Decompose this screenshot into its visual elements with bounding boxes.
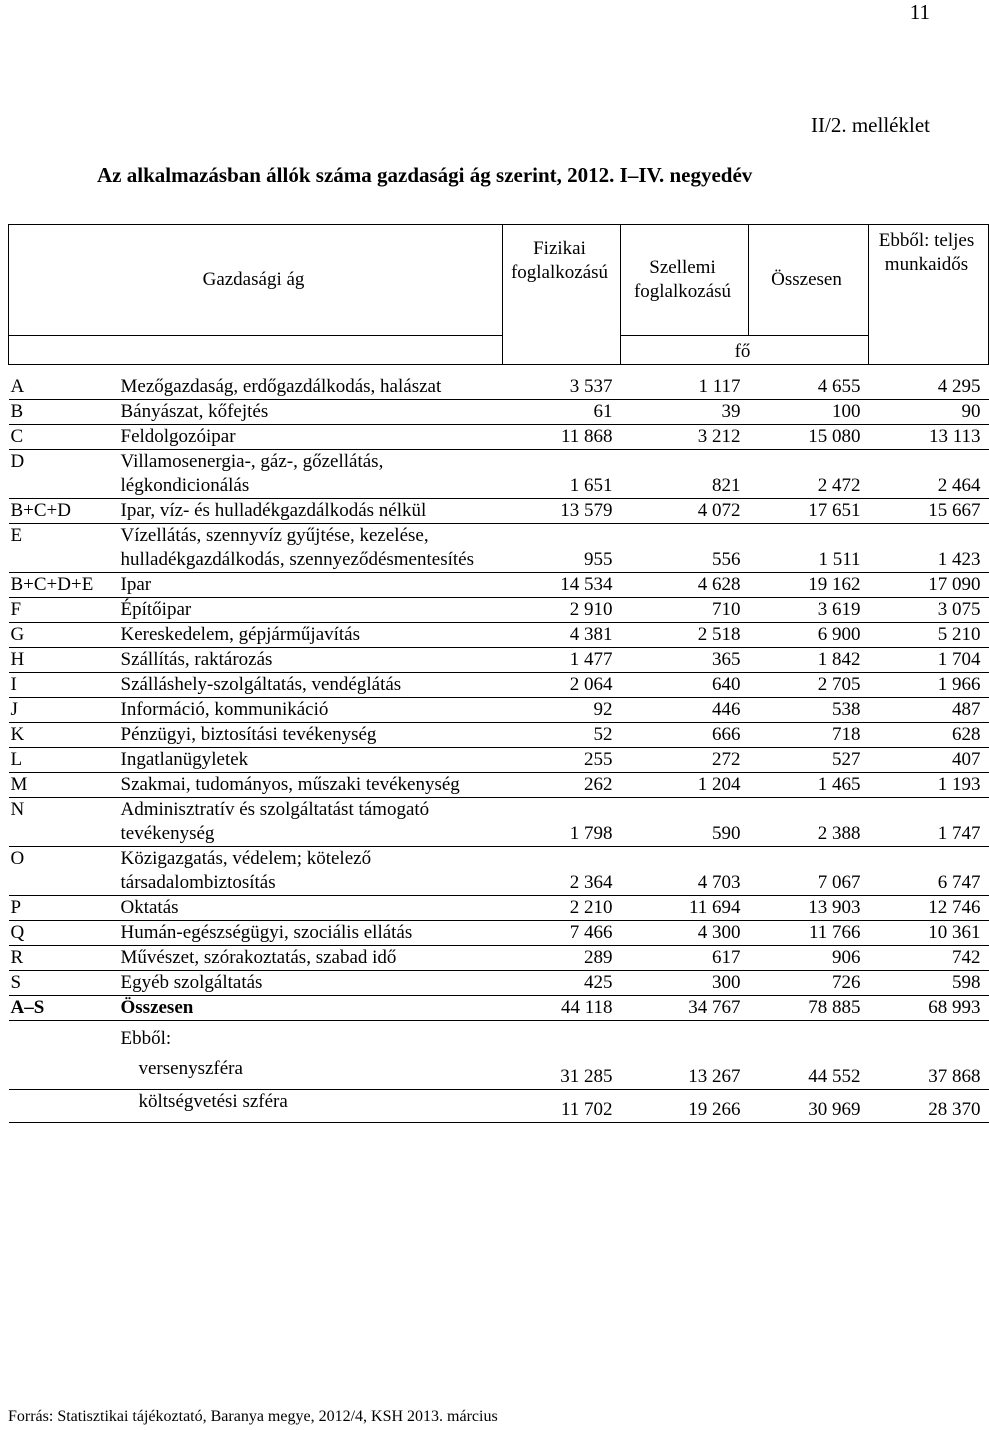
- sector-name: Bányászat, kőfejtés: [117, 400, 503, 425]
- value-total: 2 388: [749, 798, 869, 847]
- spacer-row: [9, 365, 989, 376]
- sector-name: Információ, kommunikáció: [117, 698, 503, 723]
- value-fulltime: 2 464: [869, 450, 989, 499]
- sector-code: I: [9, 673, 117, 698]
- sector-code: P: [9, 896, 117, 921]
- value-mental: 556: [621, 524, 749, 573]
- sector-name: Ebből:: [120, 1027, 172, 1049]
- value-physical: 11 702: [503, 1090, 621, 1123]
- value-physical: 52: [503, 723, 621, 748]
- value-fulltime: 5 210: [869, 623, 989, 648]
- sector-name: Szálláshely-szolgáltatás, vendéglátás: [117, 673, 503, 698]
- value-mental: 365: [621, 648, 749, 673]
- sector-name: Villamosenergia-, gáz-, gőzellátás, légkondicionálás: [117, 450, 503, 499]
- value-mental: 39: [621, 400, 749, 425]
- sector-code: [9, 1021, 117, 1057]
- value-total: 100: [749, 400, 869, 425]
- value-total: 44 552: [749, 1057, 869, 1090]
- table-row: [9, 673, 989, 698]
- value-total: 2 705: [749, 673, 869, 698]
- source-note: Forrás: Statisztikai tájékoztató, Baranya megye, 2012/4, KSH 2013. március: [8, 1408, 498, 1425]
- sector-name: Összesen: [117, 996, 503, 1021]
- value-fulltime: 1 423: [869, 524, 989, 573]
- value-physical: [503, 1021, 621, 1057]
- value-physical: 2 210: [503, 896, 621, 921]
- value-fulltime: 1 747: [869, 798, 989, 847]
- value-fulltime: 1 704: [869, 648, 989, 673]
- table-row: [9, 723, 989, 748]
- value-total: 4 655: [749, 375, 869, 400]
- value-total: 538: [749, 698, 869, 723]
- sector-name: költségvetési szféra: [117, 1090, 503, 1123]
- value-mental: 590: [621, 798, 749, 847]
- value-fulltime: 3 075: [869, 598, 989, 623]
- value-mental: 4 300: [621, 921, 749, 946]
- value-mental: 446: [621, 698, 749, 723]
- employment-table: [8, 224, 989, 1123]
- sector-name: Pénzügyi, biztosítási tevékenység: [117, 723, 503, 748]
- sector-name: Mezőgazdaság, erdőgazdálkodás, halászat: [117, 375, 503, 400]
- sector-name: Ipar, víz- és hulladékgazdálkodás nélkül: [117, 499, 503, 524]
- table-row: [9, 946, 989, 971]
- sector-code: O: [9, 847, 117, 896]
- value-physical: 7 466: [503, 921, 621, 946]
- sector-name: Feldolgozóipar: [117, 425, 503, 450]
- table-row: [9, 375, 989, 400]
- value-mental: 13 267: [621, 1057, 749, 1090]
- value-mental: 272: [621, 748, 749, 773]
- value-physical: 44 118: [503, 996, 621, 1021]
- table-row: [9, 847, 989, 896]
- table-row: [9, 773, 989, 798]
- value-physical: 2 910: [503, 598, 621, 623]
- value-physical: 955: [503, 524, 621, 573]
- value-fulltime: 28 370: [869, 1090, 989, 1123]
- value-physical: 289: [503, 946, 621, 971]
- sector-code: A–S: [9, 996, 117, 1021]
- value-fulltime: 6 747: [869, 847, 989, 896]
- table-row: [9, 971, 989, 996]
- value-total: 527: [749, 748, 869, 773]
- sector-name: versenyszféra: [117, 1057, 503, 1090]
- sector-code: B+C+D+E: [9, 573, 117, 598]
- sub-row: [9, 1057, 989, 1090]
- value-fulltime: 407: [869, 748, 989, 773]
- value-physical: 1 477: [503, 648, 621, 673]
- sector-code: E: [9, 524, 117, 573]
- page-number: 11: [909, 0, 930, 24]
- value-mental: 34 767: [621, 996, 749, 1021]
- value-total: 3 619: [749, 598, 869, 623]
- table-row: [9, 698, 989, 723]
- value-physical: 1 798: [503, 798, 621, 847]
- header-unit: fő: [621, 336, 869, 365]
- total-row: [9, 996, 989, 1021]
- value-fulltime: 17 090: [869, 573, 989, 598]
- value-total: 19 162: [749, 573, 869, 598]
- sector-code: R: [9, 946, 117, 971]
- of-which-row: [9, 1021, 989, 1057]
- table-row: [9, 524, 989, 573]
- table-row: [9, 425, 989, 450]
- value-total: 17 651: [749, 499, 869, 524]
- table-row: [9, 648, 989, 673]
- value-fulltime: 4 295: [869, 375, 989, 400]
- value-mental: 617: [621, 946, 749, 971]
- sector-code: C: [9, 425, 117, 450]
- table-body: [9, 365, 989, 1123]
- value-total: 906: [749, 946, 869, 971]
- value-fulltime: 37 868: [869, 1057, 989, 1090]
- value-physical: 61: [503, 400, 621, 425]
- value-mental: 11 694: [621, 896, 749, 921]
- value-total: 78 885: [749, 996, 869, 1021]
- value-physical: 11 868: [503, 425, 621, 450]
- sector-code: N: [9, 798, 117, 847]
- sector-code: F: [9, 598, 117, 623]
- value-fulltime: 15 667: [869, 499, 989, 524]
- sector-code: [9, 1090, 117, 1123]
- table-row: [9, 598, 989, 623]
- value-total: 1 465: [749, 773, 869, 798]
- sector-name: Művészet, szórakoztatás, szabad idő: [117, 946, 503, 971]
- value-mental: 4 703: [621, 847, 749, 896]
- value-total: 15 080: [749, 425, 869, 450]
- sector-name: Közigazgatás, védelem; kötelező társadalombiztosítás: [117, 847, 503, 896]
- value-mental: 3 212: [621, 425, 749, 450]
- value-physical: 14 534: [503, 573, 621, 598]
- table-row: [9, 499, 989, 524]
- header-total: Összesen: [749, 225, 869, 336]
- sector-code: S: [9, 971, 117, 996]
- value-total: 1 842: [749, 648, 869, 673]
- table-row: [9, 623, 989, 648]
- header-physical: Fizikai foglalkozású: [503, 225, 621, 365]
- value-total: 726: [749, 971, 869, 996]
- sub-row: [9, 1090, 989, 1123]
- value-mental: [621, 1021, 749, 1057]
- sector-code: K: [9, 723, 117, 748]
- sector-name: Szállítás, raktározás: [117, 648, 503, 673]
- value-mental: 666: [621, 723, 749, 748]
- sector-code: [9, 1057, 117, 1090]
- sector-code: H: [9, 648, 117, 673]
- table-row: [9, 798, 989, 847]
- value-physical: 2 064: [503, 673, 621, 698]
- sector-code: D: [9, 450, 117, 499]
- sector-name: Ingatlanügyletek: [117, 748, 503, 773]
- header-mental: Szellemi foglalkozású: [621, 225, 749, 336]
- table-row: [9, 400, 989, 425]
- value-mental: 19 266: [621, 1090, 749, 1123]
- value-physical: 2 364: [503, 847, 621, 896]
- value-fulltime: [869, 1021, 989, 1057]
- value-mental: 1 204: [621, 773, 749, 798]
- sector-name: Szakmai, tudományos, műszaki tevékenység: [117, 773, 503, 798]
- value-fulltime: 1 193: [869, 773, 989, 798]
- value-total: [749, 1021, 869, 1057]
- header-sector: Gazdasági ág: [9, 225, 503, 336]
- table-row: [9, 896, 989, 921]
- value-physical: 255: [503, 748, 621, 773]
- sector-code: B+C+D: [9, 499, 117, 524]
- value-mental: 640: [621, 673, 749, 698]
- table-row: [9, 450, 989, 499]
- value-mental: 2 518: [621, 623, 749, 648]
- value-mental: 4 628: [621, 573, 749, 598]
- sector-code: G: [9, 623, 117, 648]
- sector-code: B: [9, 400, 117, 425]
- value-physical: 262: [503, 773, 621, 798]
- value-total: 6 900: [749, 623, 869, 648]
- table-row: [9, 921, 989, 946]
- sector-code: L: [9, 748, 117, 773]
- sector-name: Ipar: [117, 573, 503, 598]
- value-fulltime: 13 113: [869, 425, 989, 450]
- value-fulltime: 487: [869, 698, 989, 723]
- value-mental: 300: [621, 971, 749, 996]
- sector-code: M: [9, 773, 117, 798]
- value-total: 718: [749, 723, 869, 748]
- sector-code: Q: [9, 921, 117, 946]
- value-total: 11 766: [749, 921, 869, 946]
- value-physical: 92: [503, 698, 621, 723]
- value-physical: 13 579: [503, 499, 621, 524]
- annex-label: II/2. melléklet: [811, 113, 930, 137]
- sector-name: Vízellátás, szennyvíz gyűjtése, kezelése, hulladékgazdálkodás, szennyeződésmentesítés: [117, 524, 503, 573]
- sector-name: Kereskedelem, gépjárműjavítás: [117, 623, 503, 648]
- value-physical: 31 285: [503, 1057, 621, 1090]
- header-fulltime: Ebből: teljes munkaidős: [869, 225, 989, 365]
- sector-name: Egyéb szolgáltatás: [117, 971, 503, 996]
- table-row: [9, 748, 989, 773]
- value-mental: 821: [621, 450, 749, 499]
- value-physical: 3 537: [503, 375, 621, 400]
- sector-name: Adminisztratív és szolgáltatást támogató tevékenység: [117, 798, 503, 847]
- value-mental: 710: [621, 598, 749, 623]
- value-fulltime: 68 993: [869, 996, 989, 1021]
- value-fulltime: 1 966: [869, 673, 989, 698]
- value-total: 13 903: [749, 896, 869, 921]
- sector-name: Humán-egészségügyi, szociális ellátás: [117, 921, 503, 946]
- value-total: 1 511: [749, 524, 869, 573]
- sector-name: Építőipar: [117, 598, 503, 623]
- value-total: 7 067: [749, 847, 869, 896]
- value-physical: 4 381: [503, 623, 621, 648]
- value-mental: 1 117: [621, 375, 749, 400]
- header-blank: [9, 336, 503, 365]
- value-fulltime: 90: [869, 400, 989, 425]
- value-total: 30 969: [749, 1090, 869, 1123]
- sector-code: A: [9, 375, 117, 400]
- table-row: [9, 573, 989, 598]
- value-fulltime: 10 361: [869, 921, 989, 946]
- sector-code: J: [9, 698, 117, 723]
- value-mental: 4 072: [621, 499, 749, 524]
- page-title: Az alkalmazásban állók száma gazdasági ág szerint, 2012. I–IV. negyedév: [97, 163, 753, 187]
- value-fulltime: 12 746: [869, 896, 989, 921]
- value-fulltime: 628: [869, 723, 989, 748]
- value-fulltime: 742: [869, 946, 989, 971]
- sector-name: Oktatás: [117, 896, 503, 921]
- value-total: 2 472: [749, 450, 869, 499]
- value-fulltime: 598: [869, 971, 989, 996]
- value-physical: 1 651: [503, 450, 621, 499]
- value-physical: 425: [503, 971, 621, 996]
